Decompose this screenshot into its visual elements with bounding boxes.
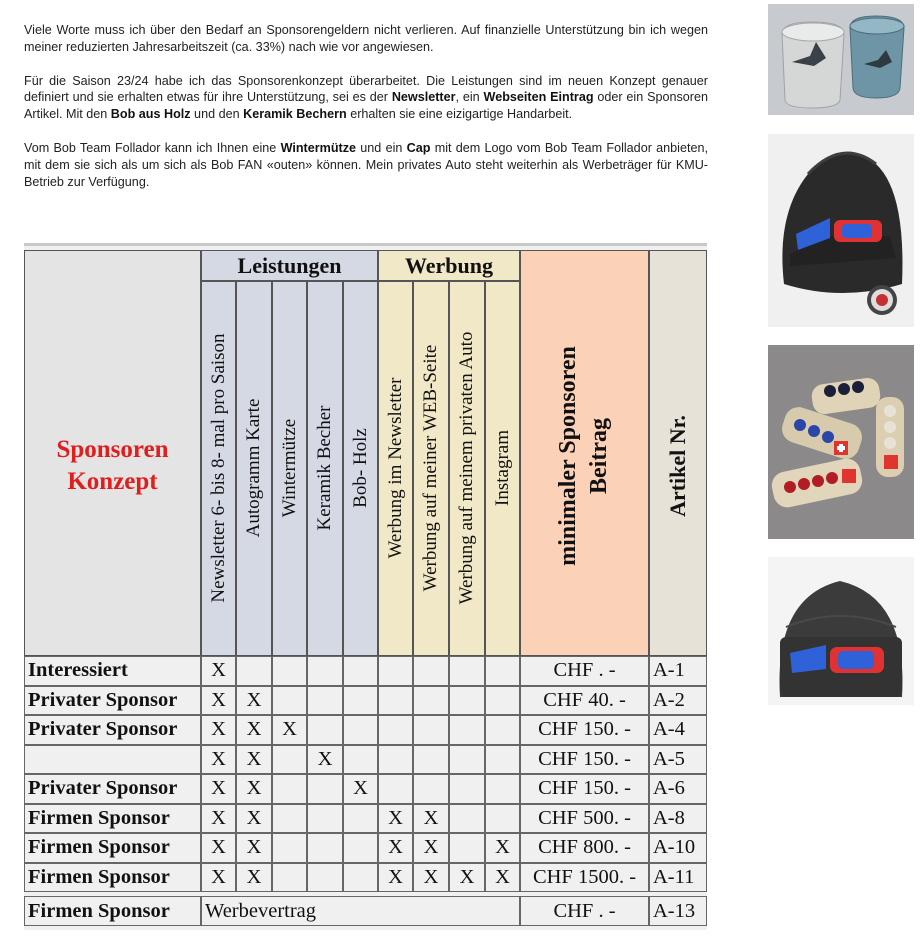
row-mark-bob-holz <box>343 804 378 834</box>
row-label: Firmen Sponsor <box>24 833 201 863</box>
col-header-label: Autogramm Karte <box>243 398 264 538</box>
row-beitrag: CHF 150. - <box>520 715 649 745</box>
row-mark-bob-holz: X <box>343 774 378 804</box>
row-mark-keramik-becher <box>307 833 343 863</box>
col-header-label: Werbung auf meiner WEB-Seite <box>420 344 441 592</box>
artikel-header: Artikel Nr. <box>665 415 690 517</box>
row-mark-wintermuetze <box>272 833 307 863</box>
beitrag-header: minimaler Sponsoren Beitrag <box>555 346 612 566</box>
row-mark-keramik-becher <box>307 715 343 745</box>
photo-wooden-bobs <box>768 345 914 539</box>
row-mark-werbung-auto <box>449 715 485 745</box>
col-header-label: Newsletter 6- bis 8- mal pro Saison <box>207 333 229 603</box>
row-mark-instagram <box>485 715 520 745</box>
sponsoren-konzept-table <box>24 243 707 930</box>
row-mark-werbung-newsletter <box>378 745 413 775</box>
row-mark-keramik-becher: X <box>307 745 343 775</box>
last-row-artikel: A-13 <box>649 896 707 926</box>
row-artikel: A-4 <box>649 715 707 745</box>
row-beitrag: CHF 500. - <box>520 804 649 834</box>
row-mark-bob-holz <box>343 833 378 863</box>
group-werbung-label: Werbung <box>404 253 494 278</box>
row-artikel: A-8 <box>649 804 707 834</box>
row-mark-werbung-newsletter: X <box>378 833 413 863</box>
row-mark-wintermuetze <box>272 774 307 804</box>
intro-paragraph-3: Vom Bob Team Follador kann ich Ihnen eine Wintermütze und ein Cap mit dem Logo vom Bob Team Follador anbieten, mit dem sie sich als um sich als Bob FAN «outen» können. Mein privates Auto steht weiterhin als Werbeträger für KMU-Betrieb zur Verfügung. <box>24 140 708 189</box>
row-beitrag: CHF 40. - <box>520 686 649 716</box>
row-mark-wintermuetze <box>272 686 307 716</box>
row-mark-autogramm-karte: X <box>236 774 272 804</box>
row-artikel: A-5 <box>649 745 707 775</box>
col-header-label: Bob- Holz <box>349 428 371 508</box>
row-beitrag: CHF 800. - <box>520 833 649 863</box>
row-mark-autogramm-karte: X <box>236 833 272 863</box>
row-mark-instagram <box>485 774 520 804</box>
row-mark-werbung-web-seite <box>413 686 449 716</box>
row-label: Interessiert <box>24 656 201 686</box>
row-mark-bob-holz <box>343 715 378 745</box>
row-label <box>24 745 201 775</box>
col-header-label: Instagram <box>491 430 513 506</box>
last-row-werbevertrag: Werbevertrag <box>201 896 520 926</box>
row-label: Privater Sponsor <box>24 686 201 716</box>
row-mark-werbung-newsletter <box>378 686 413 716</box>
row-mark-newsletter: X <box>201 715 236 745</box>
col-header-label: Keramik Becher <box>314 405 335 531</box>
row-mark-werbung-web-seite: X <box>413 833 449 863</box>
intro-paragraph-1: Viele Worte muss ich über den Bedarf an Sponsorengeldern nicht verlieren. Auf finanzielle Unterstützung bin ich wegen meiner reduzierten Jahresarbeitszeit (ca. 33%) nach wie vor angewiesen. <box>24 23 708 54</box>
row-mark-instagram: X <box>485 863 520 893</box>
row-mark-newsletter: X <box>201 804 236 834</box>
row-mark-werbung-newsletter <box>378 774 413 804</box>
row-mark-keramik-becher <box>307 686 343 716</box>
intro-paragraph-2: Für die Saison 23/24 habe ich das Sponsorenkonzept überarbeitet. Die Leistungen sind im neuen Konzept genauer definiert und sie erhalten etwas für ihre Unterstützung, sei es der Newsletter, ein Webseiten Eintrag oder ein Sponsoren Artikel. Mit den Bob aus Holz und den Keramik Bechern erhalten sie eine eizigartige Handarbeit. <box>24 73 708 122</box>
row-beitrag: CHF . - <box>520 656 649 686</box>
table-title: Sponsoren Konzept <box>56 436 169 495</box>
photo-beanie-with-logo <box>768 557 914 705</box>
row-label: Privater Sponsor <box>24 715 201 745</box>
row-mark-werbung-newsletter: X <box>378 804 413 834</box>
row-artikel: A-6 <box>649 774 707 804</box>
row-beitrag: CHF 150. - <box>520 774 649 804</box>
row-mark-keramik-becher <box>307 656 343 686</box>
row-mark-autogramm-karte: X <box>236 745 272 775</box>
row-mark-instagram <box>485 804 520 834</box>
row-mark-werbung-web-seite <box>413 656 449 686</box>
row-mark-autogramm-karte: X <box>236 686 272 716</box>
row-mark-werbung-auto <box>449 745 485 775</box>
col-header-label: Werbung auf meinem privaten Auto <box>456 331 477 605</box>
row-mark-instagram <box>485 686 520 716</box>
row-label: Firmen Sponsor <box>24 863 201 893</box>
row-mark-keramik-becher <box>307 863 343 893</box>
row-mark-newsletter: X <box>201 774 236 804</box>
row-mark-bob-holz <box>343 745 378 775</box>
row-mark-keramik-becher <box>307 804 343 834</box>
col-header-label: Werbung im Newsletter <box>384 377 406 559</box>
last-row-beitrag: CHF . - <box>520 896 649 926</box>
row-mark-wintermuetze: X <box>272 715 307 745</box>
row-beitrag: CHF 1500. - <box>520 863 649 893</box>
row-mark-keramik-becher <box>307 774 343 804</box>
row-mark-wintermuetze <box>272 745 307 775</box>
row-mark-instagram <box>485 656 520 686</box>
row-mark-werbung-newsletter: X <box>378 863 413 893</box>
row-mark-werbung-auto: X <box>449 863 485 893</box>
col-header-label: Wintermütze <box>278 418 300 518</box>
row-mark-newsletter: X <box>201 656 236 686</box>
row-mark-werbung-auto <box>449 833 485 863</box>
row-mark-instagram <box>485 745 520 775</box>
row-mark-werbung-auto <box>449 774 485 804</box>
intro-text <box>24 22 708 207</box>
row-mark-werbung-auto <box>449 686 485 716</box>
row-mark-werbung-web-seite <box>413 715 449 745</box>
row-artikel: A-11 <box>649 863 707 893</box>
row-label: Firmen Sponsor <box>24 804 201 834</box>
row-mark-werbung-web-seite <box>413 745 449 775</box>
row-label: Privater Sponsor <box>24 774 201 804</box>
row-mark-bob-holz <box>343 863 378 893</box>
row-mark-werbung-auto <box>449 656 485 686</box>
row-artikel: A-2 <box>649 686 707 716</box>
row-mark-autogramm-karte: X <box>236 863 272 893</box>
row-mark-werbung-web-seite <box>413 774 449 804</box>
photo-cap-with-logo <box>768 134 914 327</box>
row-artikel: A-1 <box>649 656 707 686</box>
row-mark-instagram: X <box>485 833 520 863</box>
last-row-label: Firmen Sponsor <box>24 896 201 926</box>
photo-ceramic-cups <box>768 4 914 115</box>
row-mark-werbung-web-seite: X <box>413 804 449 834</box>
row-mark-bob-holz <box>343 686 378 716</box>
row-mark-bob-holz <box>343 656 378 686</box>
row-mark-werbung-newsletter <box>378 715 413 745</box>
row-mark-werbung-newsletter <box>378 656 413 686</box>
row-mark-werbung-auto <box>449 804 485 834</box>
row-mark-werbung-web-seite: X <box>413 863 449 893</box>
row-mark-newsletter: X <box>201 863 236 893</box>
row-mark-wintermuetze <box>272 863 307 893</box>
row-mark-wintermuetze <box>272 804 307 834</box>
row-mark-newsletter: X <box>201 745 236 775</box>
row-mark-newsletter: X <box>201 686 236 716</box>
row-mark-autogramm-karte: X <box>236 715 272 745</box>
row-mark-autogramm-karte <box>236 656 272 686</box>
row-artikel: A-10 <box>649 833 707 863</box>
row-mark-autogramm-karte: X <box>236 804 272 834</box>
row-mark-newsletter: X <box>201 833 236 863</box>
group-leistungen-label: Leistungen <box>237 253 342 278</box>
row-mark-wintermuetze <box>272 656 307 686</box>
row-beitrag: CHF 150. - <box>520 745 649 775</box>
